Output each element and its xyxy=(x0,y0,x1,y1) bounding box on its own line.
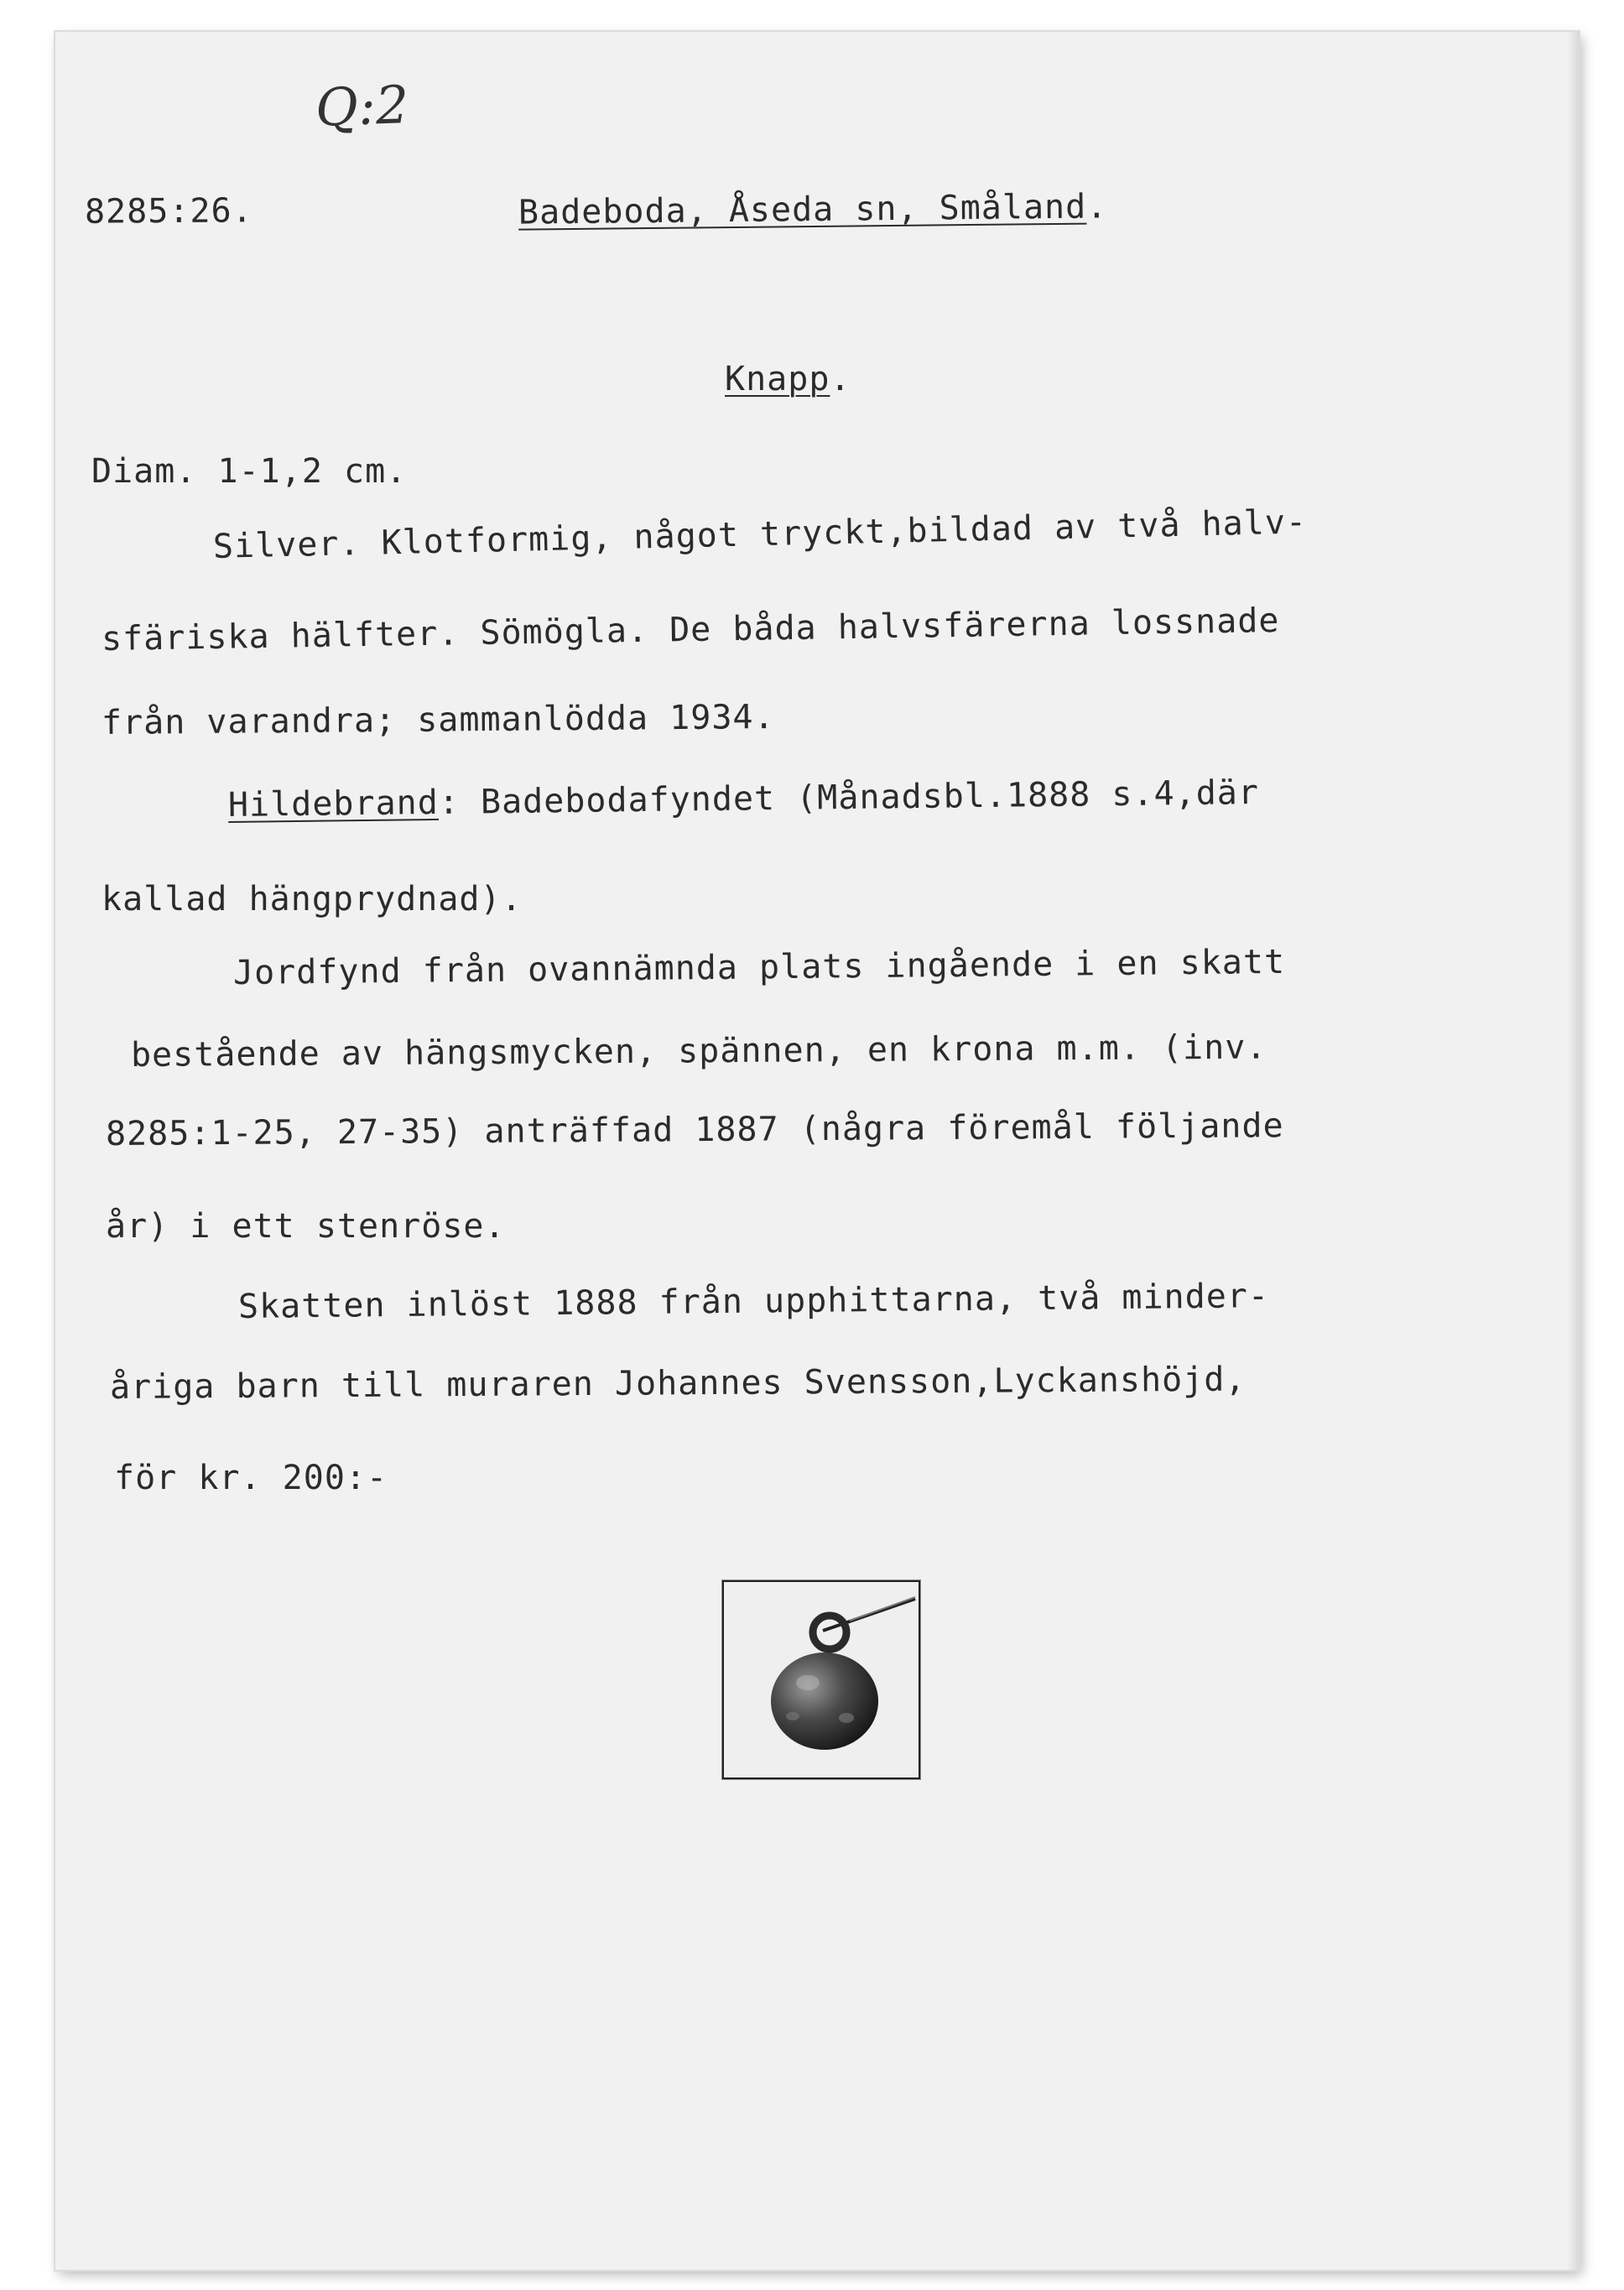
body-line: sfäriska hälfter. Sömögla. De båda halvsfärerna lossnade xyxy=(101,601,1280,658)
diameter-line: Diam. 1-1,2 cm. xyxy=(91,452,408,491)
body-line: Jordfynd från ovannämnda plats ingående i en skatt xyxy=(232,942,1286,992)
body-line: kallad hängprydnad). xyxy=(102,880,523,919)
reference-author: Hildebrand xyxy=(227,783,440,825)
reference-line: Hildebrand: Badebodafyndet (Månadsbl.1888 s.4,där xyxy=(227,773,1260,825)
body-line: bestående av hängsmycken, spännen, en krona m.m. (inv. xyxy=(130,1028,1267,1075)
object-title: Knapp xyxy=(725,360,830,398)
body-line: Silver. Klotformig, något tryckt,bildad av två halv- xyxy=(212,502,1308,566)
object-title-heading: Knapp. xyxy=(725,360,851,398)
body-line: för kr. 200:- xyxy=(114,1459,388,1497)
body-line: 8285:1-25, 27-35) anträffad 1887 (några föremål följande xyxy=(105,1106,1284,1153)
body-line: år) i ett stenröse. xyxy=(106,1207,506,1246)
handwritten-mark: Q:2 xyxy=(314,74,410,138)
catalog-card xyxy=(55,32,1579,2270)
find-place-heading: Badeboda, Åseda sn, Småland. xyxy=(518,187,1108,232)
inventory-number: 8285:26. xyxy=(84,191,253,232)
silver-button-image xyxy=(724,1582,919,1777)
body-line: Skatten inlöst 1888 från upphittarna, två minder- xyxy=(237,1277,1270,1326)
body-line: från varandra; sammanlödda 1934. xyxy=(101,697,775,742)
body-line: åriga barn till muraren Johannes Svensson,Lyckanshöjd, xyxy=(109,1360,1247,1407)
find-place: Badeboda, Åseda sn, Småland xyxy=(518,187,1087,232)
object-photo xyxy=(724,1582,919,1777)
